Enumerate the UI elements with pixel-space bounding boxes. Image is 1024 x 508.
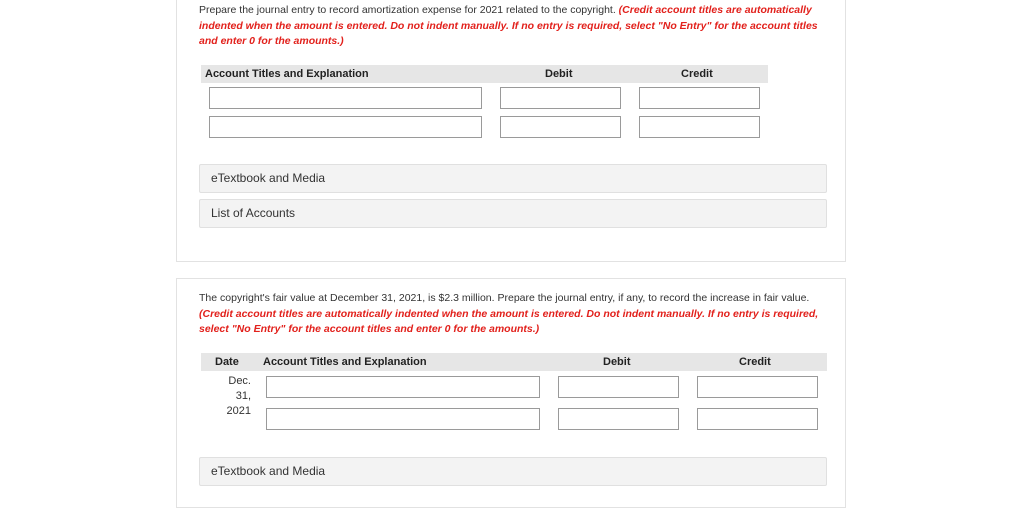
etextbook-media-link[interactable]: eTextbook and Media: [199, 164, 827, 193]
question-part-1-panel: [176, 0, 846, 262]
part2-header-credit: Credit: [739, 356, 771, 368]
part2-etextbook-media-link[interactable]: eTextbook and Media: [199, 457, 827, 486]
part1-row2-account-input[interactable]: [209, 116, 482, 138]
part1-header-account: Account Titles and Explanation: [205, 68, 369, 80]
part1-row1-account-input[interactable]: [209, 87, 482, 109]
part2-row1-account-input[interactable]: [266, 376, 540, 398]
part2-table-header: [201, 353, 827, 371]
part2-header-date: Date: [215, 356, 239, 368]
part1-row2-debit-input[interactable]: [500, 116, 621, 138]
part1-row2-credit-input[interactable]: [639, 116, 760, 138]
part2-row2-account-input[interactable]: [266, 408, 540, 430]
part1-row1-debit-input[interactable]: [500, 87, 621, 109]
question-part-2-panel: [176, 278, 846, 508]
part2-header-debit: Debit: [603, 356, 631, 368]
part2-date-line2: 2021: [226, 405, 251, 417]
part1-header-debit: Debit: [545, 68, 573, 80]
part2-date-line1: Dec. 31,: [228, 375, 251, 402]
part2-header-account: Account Titles and Explanation: [263, 356, 427, 368]
part1-table-header: [201, 65, 768, 83]
part2-instruction-note: (Credit account titles are automatically indented when the amount is entered. Do not indent manually. If no entry is required, select "No Entry" for the account titles and enter 0 for the amounts.): [199, 307, 819, 335]
part1-row1-credit-input[interactable]: [639, 87, 760, 109]
part2-instruction-text: The copyright's fair value at December 31, 2021, is $2.3 million. Prepare the journal entry, if any, to record the increase in fair value.: [199, 292, 810, 304]
part1-instruction-note: (Credit account titles are automatically indented when the amount is entered. Do not indent manually. If no entry is required, select "No Entry" for the account titles and enter 0 for the amounts.): [199, 4, 818, 47]
part2-date: [211, 374, 251, 419]
part1-header-credit: Credit: [681, 68, 713, 80]
part2-row2-debit-input[interactable]: [558, 408, 679, 430]
part2-instructions: [199, 291, 824, 338]
part1-instructions: [199, 3, 819, 50]
part1-instruction-text: Prepare the journal entry to record amortization expense for 2021 related to the copyright.: [199, 4, 616, 16]
part2-row2-credit-input[interactable]: [697, 408, 818, 430]
part2-row1-debit-input[interactable]: [558, 376, 679, 398]
list-of-accounts-link[interactable]: List of Accounts: [199, 199, 827, 228]
part2-row1-credit-input[interactable]: [697, 376, 818, 398]
